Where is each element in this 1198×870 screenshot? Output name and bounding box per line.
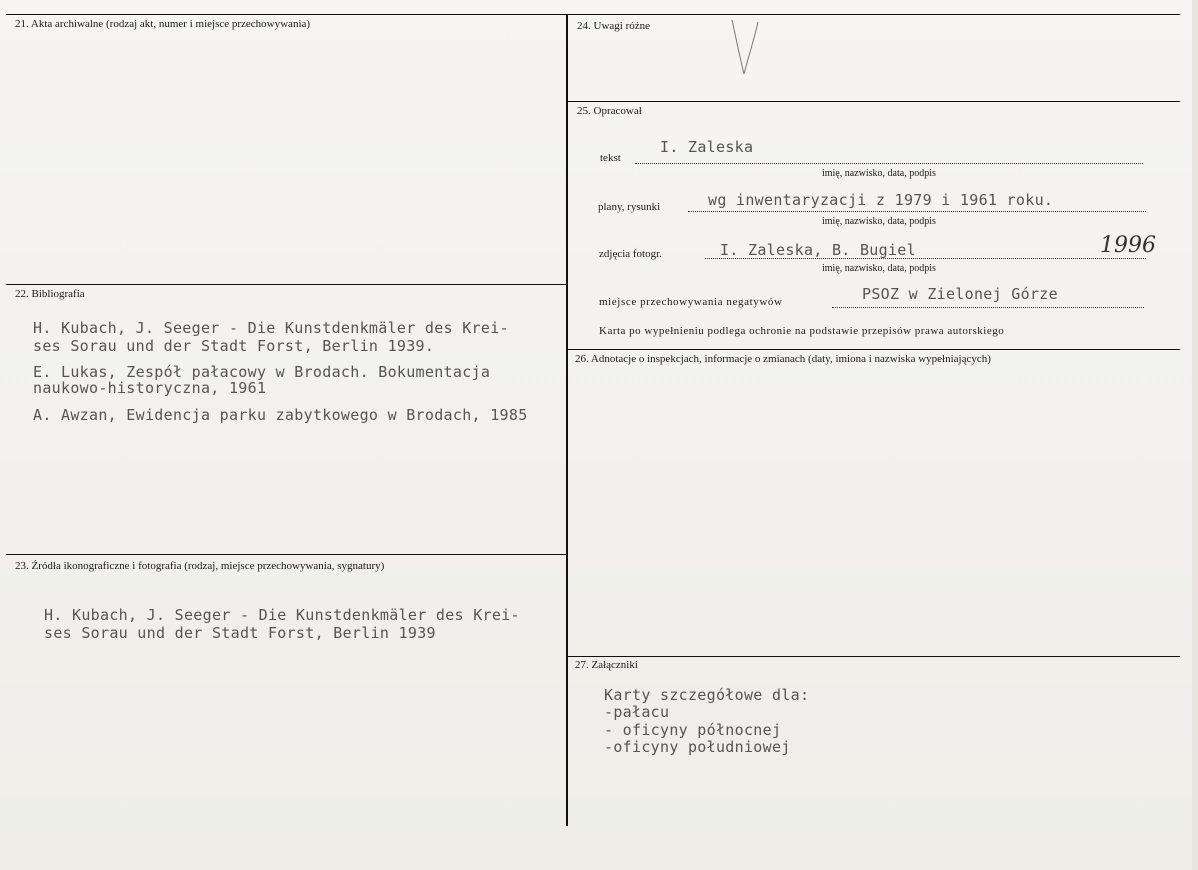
zdjecia-year-handwritten: 1996 — [1100, 233, 1156, 258]
miejsce-line — [832, 307, 1144, 308]
column-divider — [566, 14, 568, 826]
plany-line — [688, 211, 1146, 212]
card-edge — [1192, 0, 1198, 870]
attachments-entry-1: Karty szczegółowe dla: — [604, 686, 810, 704]
bibliography-entry-3: A. Awzan, Ewidencja parku zabytkowego w Brodach, 1985 — [33, 406, 528, 424]
attachments-entry-2: -pałacu — [604, 703, 670, 721]
tekst-line — [635, 163, 1143, 164]
miejsce-label: miejsce przechowywania negatywów — [599, 296, 783, 308]
section-22-label: 22. Bibliografia — [15, 288, 85, 300]
copyright-note: Karta po wypełnieniu podlega ochronie na podstawie przepisów prawa autorskiego — [599, 325, 1005, 337]
top-rule-right — [568, 14, 1180, 15]
section-27-label: 27. Załączniki — [575, 659, 638, 671]
iconography-entry-a: H. Kubach, J. Seeger - Die Kunstdenkmäler des Krei- — [44, 606, 520, 624]
rule-below-25 — [568, 349, 1180, 350]
section-24-label: 24. Uwagi różne — [577, 20, 651, 32]
zdjecia-label: zdjęcia fotogr. — [599, 248, 662, 260]
tekst-caption: imię, nazwisko, data, podpis — [822, 168, 936, 179]
section-21-label: 21. Akta archiwalne (rodzaj akt, numer i miejsce przechowywania) — [15, 18, 311, 30]
bibliography-entry-1a: H. Kubach, J. Seeger - Die Kunstdenkmäler des Krei- — [33, 319, 509, 337]
zdjecia-caption: imię, nazwisko, data, podpis — [822, 263, 936, 274]
plany-caption: imię, nazwisko, data, podpis — [822, 216, 936, 227]
attachments-entry-3: - oficyny północnej — [604, 721, 782, 739]
tekst-value: I. Zaleska — [660, 138, 754, 156]
attachments-entry-4: -oficyny południowej — [604, 738, 791, 756]
bibliography-entry-1b: ses Sorau und der Stadt Forst, Berlin 1939. — [33, 337, 435, 355]
bibliography-entry-2a: E. Lukas, Zespół pałacowy w Brodach. Bokumentacja — [33, 363, 491, 381]
miejsce-value: PSOZ w Zielonej Górze — [862, 285, 1058, 303]
top-rule-left — [6, 14, 566, 15]
pen-stroke-mark — [728, 18, 762, 78]
section-23-label: 23. Źródła ikonograficzne i fotografia (rodzaj, miejsce przechowywania, sygnatury) — [15, 560, 385, 572]
bibliography-entry-2b: naukowo-historyczna, 1961 — [33, 379, 267, 397]
iconography-entry-b: ses Sorau und der Stadt Forst, Berlin 1939 — [44, 624, 436, 642]
plany-label: plany, rysunki — [598, 201, 661, 213]
section-26-label: 26. Adnotacje o inspekcjach, informacje o zmianach (daty, imiona i nazwiska wypełniających) — [575, 353, 991, 365]
rule-below-21 — [6, 284, 566, 285]
zdjecia-value: I. Zaleska, B. Bugiel — [720, 241, 916, 259]
rule-below-26 — [568, 656, 1180, 657]
rule-below-22 — [6, 554, 566, 555]
section-25-label: 25. Opracował — [577, 105, 642, 117]
rule-below-24 — [568, 101, 1180, 102]
plany-value: wg inwentaryzacji z 1979 i 1961 roku. — [708, 191, 1054, 209]
tekst-label: tekst — [600, 152, 621, 164]
